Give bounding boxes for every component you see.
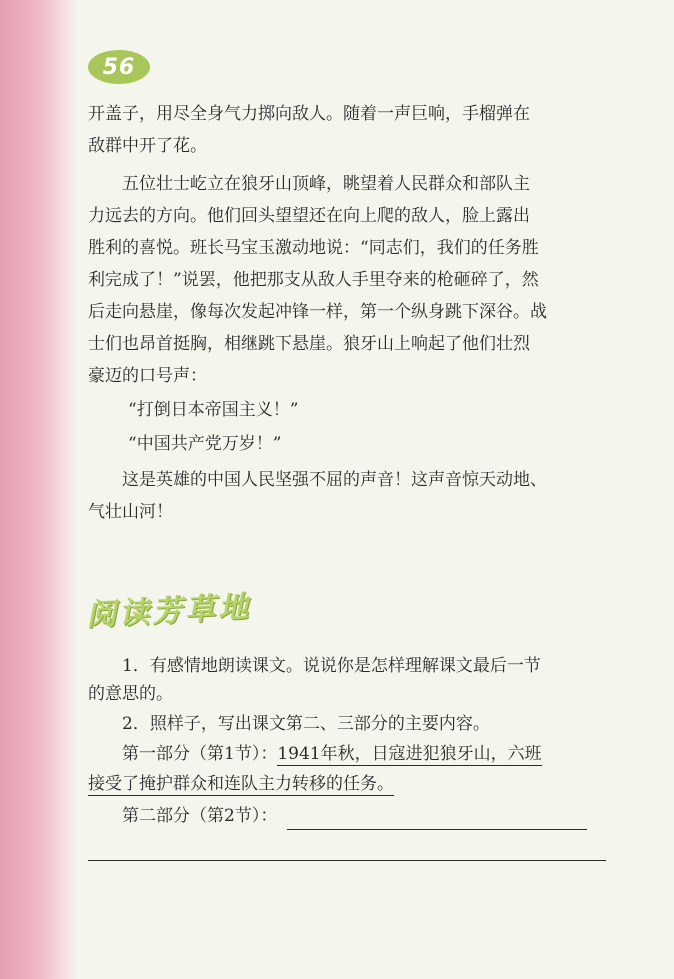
story-line: 五位壮士屹立在狼牙山顶峰，眺望着人民群众和部队主 <box>122 174 530 194</box>
story-line: 敌群中开了花。 <box>88 136 207 156</box>
question-2: 2．照样子，写出课文第二、三部分的主要内容。 <box>122 714 490 734</box>
part-1-row <box>122 740 542 768</box>
part-2-answer-blank[interactable] <box>287 811 587 830</box>
part-1-row <box>88 770 394 798</box>
page-number: 56 <box>102 54 136 80</box>
slogan-line: “中国共产党万岁！” <box>128 434 282 454</box>
page-margin-band <box>0 0 78 979</box>
part-2-row <box>122 802 587 830</box>
slogan-line: “打倒日本帝国主义！” <box>128 400 299 420</box>
question-1-line: 的意思的。 <box>88 684 173 704</box>
answer-blank-line[interactable] <box>88 860 606 861</box>
part-1-answer: 接受了掩护群众和连队主力转移的任务。 <box>88 774 394 794</box>
story-line: 胜利的喜悦。班长马宝玉激动地说：“同志们，我们的任务胜 <box>88 238 539 258</box>
part-2-label: 第二部分（第2节）： <box>122 806 278 826</box>
story-line: 气壮山河！ <box>88 502 173 522</box>
story-line: 开盖子，用尽全身气力掷向敌人。随着一声巨响，手榴弹在 <box>88 104 530 124</box>
page-number-badge <box>88 50 150 84</box>
story-line: 这是英雄的中国人民坚强不屈的声音！这声音惊天动地、 <box>122 470 547 490</box>
story-line: 后走向悬崖，像每次发起冲锋一样，第一个纵身跳下深谷。战 <box>88 302 547 322</box>
part-1-answer: 1941年秋，日寇进犯狼牙山，六班 <box>277 744 542 764</box>
section-title: 阅读芳草地 <box>85 589 252 634</box>
story-line: 力远去的方向。他们回头望望还在向上爬的敌人，脸上露出 <box>88 206 530 226</box>
story-line: 士们也昂首挺胸，相继跳下悬崖。狼牙山上响起了他们壮烈 <box>88 334 530 354</box>
story-line: 豪迈的口号声： <box>88 366 207 386</box>
question-1-line: 1．有感情地朗读课文。说说你是怎样理解课文最后一节 <box>122 656 541 676</box>
part-1-label: 第一部分（第1节）： <box>122 744 278 764</box>
story-line: 利完成了！”说罢，他把那支从敌人手里夺来的枪砸碎了，然 <box>88 270 539 290</box>
